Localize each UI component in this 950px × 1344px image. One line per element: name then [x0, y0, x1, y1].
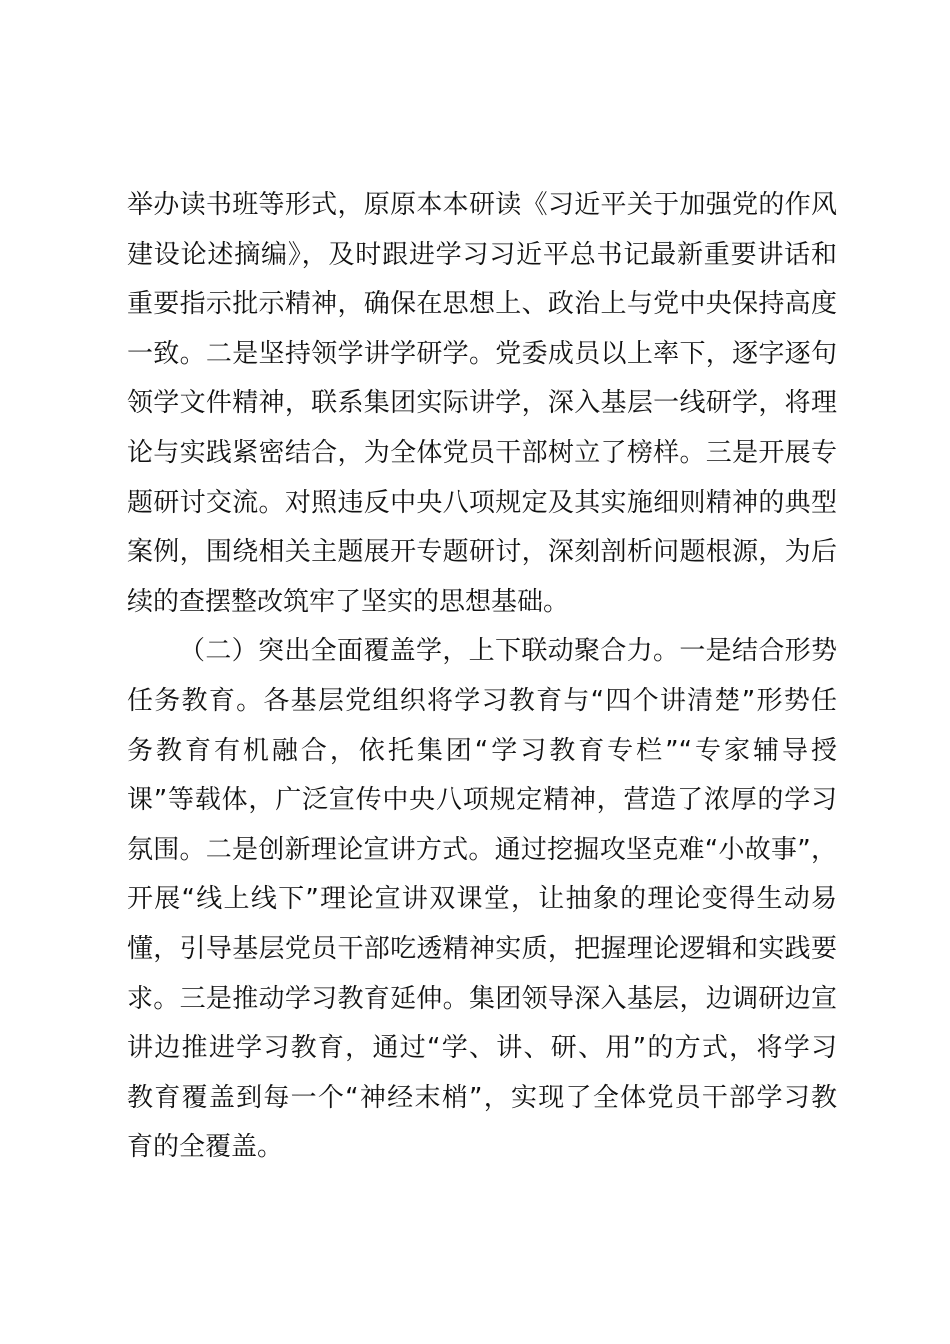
- section-heading-line: （二）突出全面覆盖学，上下联动聚合力。一是结合形势: [179, 636, 837, 667]
- text-line: 懂，引导基层党员干部吃透精神实质，把握理论逻辑和实践要: [127, 933, 837, 964]
- text-line: 育的全覆盖。: [127, 1132, 284, 1163]
- body-text: [127, 181, 837, 1173]
- text-line: 教育覆盖到每一个“神经末梢”，实现了全体党员干部学习教: [127, 1082, 837, 1113]
- text-line: 一致。二是坚持领学讲学研学。党委成员以上率下，逐字逐句: [127, 338, 837, 369]
- text-line: 任务教育。各基层党组织将学习教育与“四个讲清楚”形势任: [127, 685, 837, 716]
- text-line: 讲边推进学习教育，通过“学、讲、研、用”的方式，将学习: [127, 1033, 837, 1064]
- text-line: 务教育有机融合，依托集团“学习教育专栏”“专家辅导授: [127, 735, 837, 766]
- text-line: 氛围。二是创新理论宣讲方式。通过挖掘攻坚克难“小故事”，: [127, 834, 837, 865]
- text-line: 求。三是推动学习教育延伸。集团领导深入基层，边调研边宣: [127, 983, 837, 1014]
- text-line: 续的查摆整改筑牢了坚实的思想基础。: [127, 586, 570, 617]
- text-line: 课”等载体，广泛宣传中央八项规定精神，营造了浓厚的学习: [127, 785, 837, 816]
- text-line: 论与实践紧密结合，为全体党员干部树立了榜样。三是开展专: [127, 437, 837, 468]
- text-line: 领学文件精神，联系集团实际讲学，深入基层一线研学，将理: [127, 388, 837, 419]
- text-line: 开展“线上线下”理论宣讲双课堂，让抽象的理论变得生动易: [127, 884, 837, 915]
- text-line: 题研讨交流。对照违反中央八项规定及其实施细则精神的典型: [127, 487, 837, 518]
- text-line: 举办读书班等形式，原原本本研读《习近平关于加强党的作风: [127, 190, 837, 220]
- text-line: 案例，围绕相关主题展开专题研讨，深刻剖析问题根源，为后: [127, 537, 837, 568]
- text-line: 建设论述摘编》，及时跟进学习习近平总书记最新重要讲话和: [127, 239, 837, 270]
- text-line: 重要指示批示精神，确保在思想上、政治上与党中央保持高度: [127, 289, 837, 320]
